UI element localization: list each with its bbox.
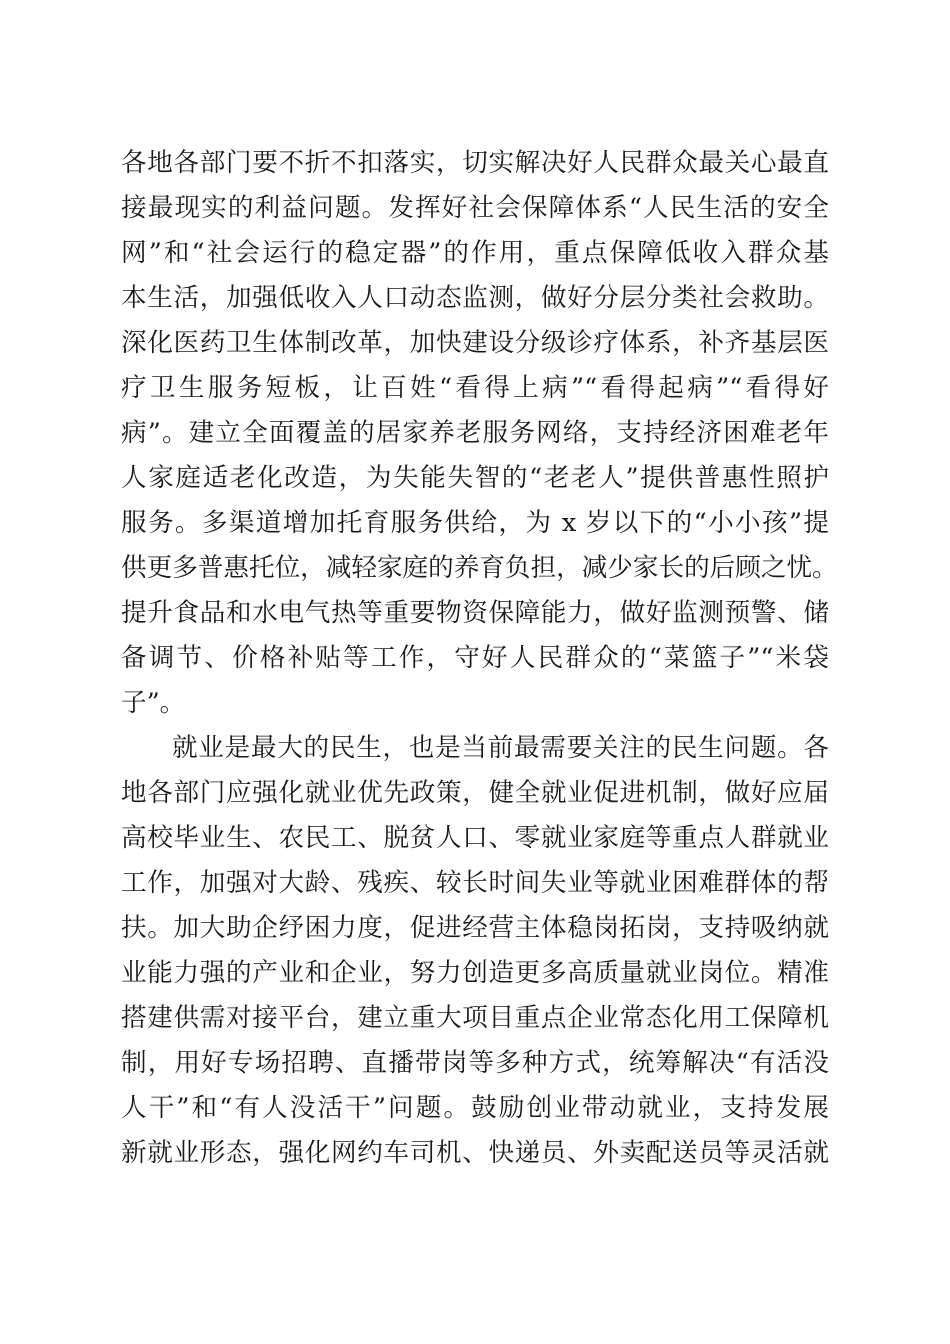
text-line: 各地各部门要不折不扣落实，切实解决好人民群众最关心最直 — [121, 148, 829, 178]
text-line: 病”。建立全面覆盖的居家养老服务网络，支持经济困难老年 — [121, 418, 829, 448]
text-line: 人家庭适老化改造，为失能失智的“老老人”提供普惠性照护 — [121, 463, 829, 493]
text-line: 深化医药卫生体制改革，加快建设分级诊疗体系，补齐基层医 — [121, 328, 829, 358]
text-line: 本生活，加强低收入人口动态监测，做好分层分类社会救助。 — [121, 283, 829, 313]
text-line: 搭建供需对接平台，建立重大项目重点企业常态化用工保障机 — [121, 1003, 829, 1033]
text-line: 网”和“社会运行的稳定器”的作用，重点保障低收入群众基 — [121, 238, 829, 268]
text-line: 地各部门应强化就业优先政策，健全就业促进机制，做好应届 — [121, 778, 829, 808]
text-line: 疗卫生服务短板，让百姓“看得上病”“看得起病”“看得好 — [121, 373, 829, 403]
text-line: 就业是最大的民生，也是当前最需要关注的民生问题。各 — [172, 733, 829, 763]
text-line: 新就业形态，强化网约车司机、快递员、外卖配送员等灵活就 — [121, 1138, 829, 1168]
text-line: 制，用好专场招聘、直播带岗等多种方式，统筹解决“有活没 — [121, 1048, 829, 1078]
text-line: 提升食品和水电气热等重要物资保障能力，做好监测预警、储 — [121, 598, 829, 628]
text-line: 接最现实的利益问题。发挥好社会保障体系“人民生活的安全 — [121, 193, 829, 223]
text-line: 子”。 — [121, 688, 186, 718]
text-line: 业能力强的产业和企业，努力创造更多高质量就业岗位。精准 — [121, 958, 829, 988]
text-line: 供更多普惠托位，减轻家庭的养育负担，减少家长的后顾之忧。 — [121, 553, 838, 583]
text-line: 服务。多渠道增加托育服务供给，为 x 岁以下的“小小孩”提 — [121, 508, 829, 538]
text-line: 备调节、价格补贴等工作，守好人民群众的“菜篮子”“米袋 — [121, 643, 829, 673]
text-line: 高校毕业生、农民工、脱贫人口、零就业家庭等重点人群就业 — [121, 823, 829, 853]
text-line: 工作，加强对大龄、残疾、较长时间失业等就业困难群体的帮 — [121, 868, 829, 898]
text-line: 扶。加大助企纾困力度，促进经营主体稳岗拓岗，支持吸纳就 — [121, 913, 829, 943]
text-line: 人干”和“有人没活干”问题。鼓励创业带动就业，支持发展 — [121, 1093, 829, 1123]
